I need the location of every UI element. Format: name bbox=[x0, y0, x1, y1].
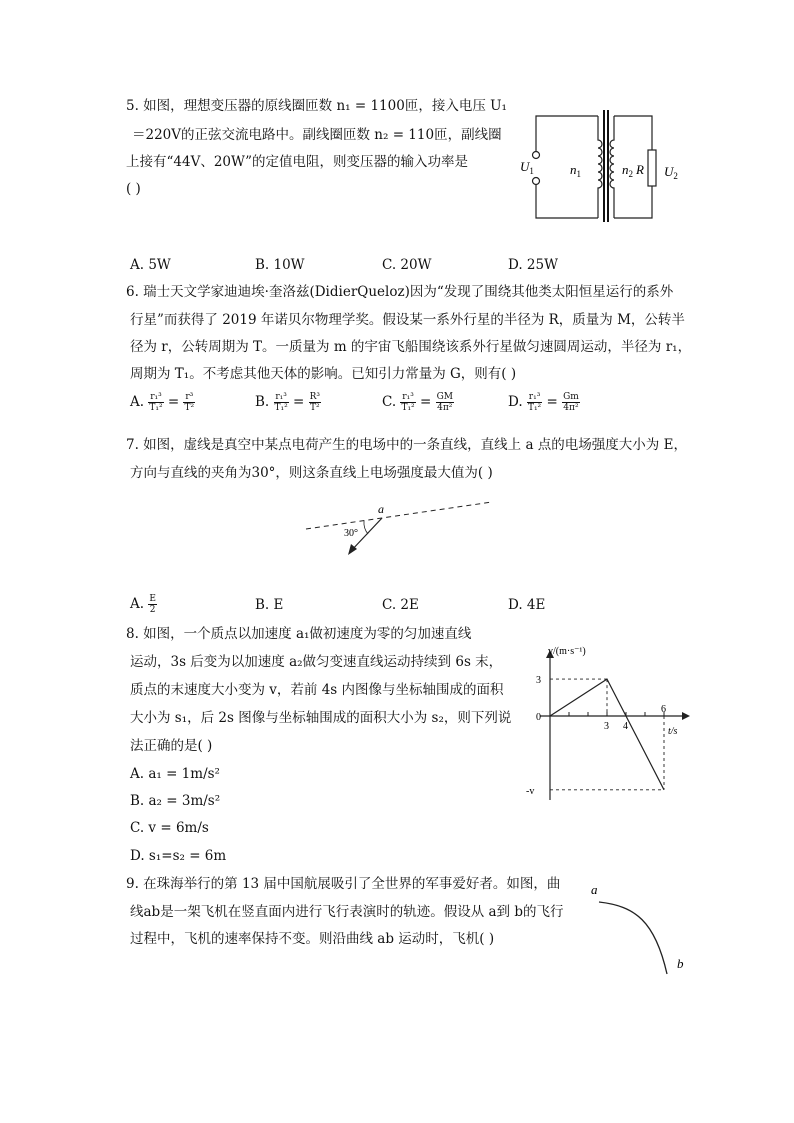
q7-option-d: D. 4E bbox=[508, 597, 546, 613]
q8-option-b: B. a₂ = 3m/s² bbox=[130, 793, 221, 809]
q5-option-d: D. 25W bbox=[508, 257, 558, 273]
q6-line-4: 周期为 T₁。不考虑其他天体的影响。已知引力常量为 G，则有( ) bbox=[130, 366, 517, 382]
q7-option-a: A. $\frac{E}{2}$ bbox=[130, 594, 156, 615]
angle-label: 30° bbox=[344, 528, 358, 539]
y-tick-label: -v bbox=[526, 785, 535, 797]
q6-option-a: A. $\frac{\text{r₁³}}{\text{T₁²}}$ = $\frac{\text{r³}}{\text{T²}}$ bbox=[130, 392, 195, 413]
q6-option-d: D. $\frac{\text{r₁³}}{\text{T₁²}}$ = $\frac{Gm}{\text{4π²}}$ bbox=[508, 392, 579, 413]
n2-label: $n_2$ bbox=[622, 162, 633, 179]
q7-line-1: 7. 如图，虚线是真空中某点电荷产生的电场中的一条直线，直线上 a 点的电场强度大小为 E， bbox=[126, 437, 687, 453]
q8-option-c: C. v = 6m/s bbox=[130, 820, 209, 836]
transformer-figure bbox=[518, 106, 688, 224]
q6-option-b: B. $\frac{\text{r₁³}}{\text{T₁²}}$ = $\frac{\text{R³}}{\text{T²}}$ bbox=[255, 392, 321, 413]
q5-option-b: B. 10W bbox=[255, 257, 305, 273]
q7-line-2: 方向与直线的夹角为30°，则这条直线上电场强度最大值为( ) bbox=[130, 465, 493, 481]
q6-line-3: 径为 r，公转周期为 T。一质量为 m 的宇宙飞船围绕该系外行星做匀速圆周运动，半径为 r₁， bbox=[130, 339, 692, 355]
q7-option-b: B. E bbox=[255, 597, 284, 613]
q8-option-a: A. a₁ = 1m/s² bbox=[130, 766, 220, 782]
q5-line-4: ( ) bbox=[126, 181, 141, 197]
u1-label: $U_1$ bbox=[520, 159, 534, 176]
x-axis-label: t/s bbox=[668, 726, 678, 737]
x-tick-label: 6 bbox=[661, 704, 666, 715]
q7-option-c: C. 2E bbox=[382, 597, 419, 613]
velocity-series-line bbox=[550, 679, 664, 790]
q8-line-5: 法正确的是( ) bbox=[130, 738, 213, 754]
point-b-label: b bbox=[677, 956, 684, 971]
x-axis-arrow bbox=[682, 712, 690, 720]
curve-ab bbox=[599, 902, 667, 974]
q8-line-1: 8. 如图，一个质点以加速度 a₁做初速度为零的匀加速直线 bbox=[126, 626, 472, 642]
q9-line-2: 线ab是一架飞机在竖直面内进行飞行表演时的轨迹。假设从 a到 b的飞行 bbox=[130, 904, 564, 920]
q6-option-c: C. $\frac{\text{r₁³}}{\text{T₁²}}$ = $\frac{GM}{\text{4π²}}$ bbox=[382, 392, 453, 413]
q8-line-4: 大小为 s₁，后 2s 图像与坐标轴围成的面积大小为 s₂，则下列说 bbox=[130, 710, 512, 726]
q5-line-2: ＝220V的正弦交流电路中。副线圈匝数 n₂ = 110匝，副线圈 bbox=[132, 127, 502, 143]
q6-line-2: 行星”而获得了 2019 年诺贝尔物理学奖。假设某一系外行星的半径为 R，质量为 M，公转半 bbox=[130, 312, 685, 328]
flight-path-figure bbox=[585, 876, 695, 980]
dashed-field-line bbox=[306, 502, 492, 529]
n1-label: $n_1$ bbox=[570, 162, 581, 179]
q8-line-2: 运动，3s 后变为以加速度 a₂做匀变速直线运动持续到 6s 末， bbox=[130, 654, 503, 670]
q5-option-a: A. 5W bbox=[130, 257, 171, 273]
point-a-label: a bbox=[591, 882, 598, 897]
point-a-label: a bbox=[378, 502, 384, 516]
q8-line-3: 质点的末速度大小变为 v，若前 4s 内图像与坐标轴围成的面积 bbox=[130, 682, 504, 698]
u2-label: $U_2$ bbox=[664, 164, 678, 181]
field-line-figure bbox=[300, 496, 500, 560]
q9-line-3: 过程中，飞机的速率保持不变。则沿曲线 ab 运动时，飞机( ) bbox=[130, 931, 495, 947]
q6-line-1: 6. 瑞士天文学家迪迪埃·奎洛兹(DidierQueloz)因为“发现了围绕其他类太阳恒星运行的系外 bbox=[126, 284, 674, 300]
q8-option-d: D. s₁=s₂ = 6m bbox=[130, 848, 227, 864]
resistor bbox=[648, 150, 656, 186]
r-label: R bbox=[636, 162, 644, 177]
q5-line-3: 上接有“44V、20W”的定值电阻，则变压器的输入功率是 bbox=[126, 154, 469, 170]
q9-line-1: 9. 在珠海举行的第 13 届中国航展吸引了全世界的军事爱好者。如图，曲 bbox=[126, 876, 561, 892]
y-tick-label: 3 bbox=[536, 675, 541, 687]
x-tick-label: 4 bbox=[623, 721, 628, 732]
origin-label: 0 bbox=[536, 712, 541, 723]
velocity-time-chart bbox=[510, 640, 700, 810]
q5-option-c: C. 20W bbox=[382, 257, 432, 273]
q5-line-1: 5. 如图，理想变压器的原线圈匝数 n₁ = 1100匝，接入电压 U₁ bbox=[126, 98, 507, 114]
y-axis-label: v/(m·s⁻¹) bbox=[548, 646, 586, 657]
x-tick-label: 3 bbox=[604, 721, 609, 732]
